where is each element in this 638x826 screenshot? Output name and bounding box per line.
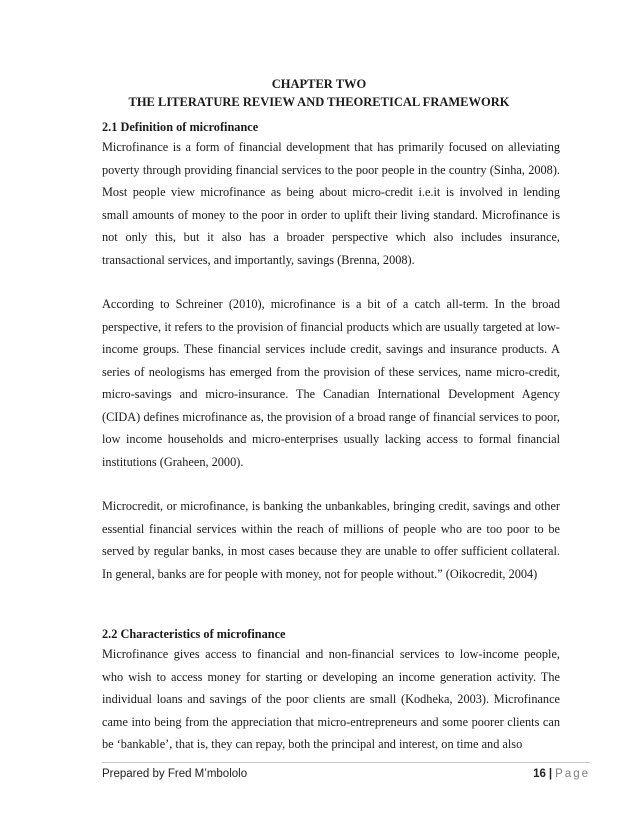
page-word: Page [555,768,590,780]
chapter-number: CHAPTER TWO [271,77,367,91]
footer-divider [102,762,590,763]
page-body [102,118,560,756]
paragraph-definition-3: Microcredit, or microfinance, is banking the unbankables, bringing credit, savings and other essential financial services within the reach of millions of people who are too poor to be served by regular banks, in most cases because they are unable to offer sufficient collateral. In general, banks are for people with money, not for people without.” (Oikocredit, 2004) [102,499,560,581]
page-number: 16 [533,768,546,780]
chapter-title: THE LITERATURE REVIEW AND THEORETICAL FRAMEWORK [128,95,510,109]
footer-separator: | [548,768,553,780]
chapter-heading [0,75,638,111]
footer-page-label [533,768,590,780]
paragraph-definition-1: Microfinance is a form of financial development that has primarily focused on alleviating poverty through providing financial services to the poor people in the country (Sinha, 2008). Most people view microfinance as being about micro-credit i.e.it is involved in lending small amounts of money to the poor in order to uplift their living standard. Microfinance is not only this, but it also has a broader perspective which also includes insurance, transactional services, and importantly, savings (Brenna, 2008). [102,140,560,267]
paragraph-characteristics-1: Microfinance gives access to financial and non-financial services to low-income people, who wish to access money for starting or developing an income generation activity. The individual loans and savings of the poor clients are small (Kodheka, 2003). Microfinance came into being from the appreciation that micro-entrepreneurs and some poorer clients can be ‘bankable’, that is, they can repay, both the principal and interest, on time and also [102,647,560,751]
paragraph-definition-2: According to Schreiner (2010), microfinance is a bit of a catch all-term. In the broad perspective, it refers to the provision of financial products which are usually targeted at low-income groups. These financial services include credit, savings and insurance products. A series of neologisms has emerged from the provision of these services, name micro-credit, micro-savings and micro-insurance. The Canadian International Development Agency (CIDA) defines microfinance as, the provision of a broad range of financial services to poor, low income households and micro-enterprises usually lacking access to formal financial institutions (Graheen, 2000). [102,297,560,469]
footer-author: Prepared by Fred M’mbololo [102,768,248,780]
section-title-characteristics: 2.2 Characteristics of microfinance [102,627,286,641]
section-title-definition: 2.1 Definition of microfinance [102,120,259,134]
